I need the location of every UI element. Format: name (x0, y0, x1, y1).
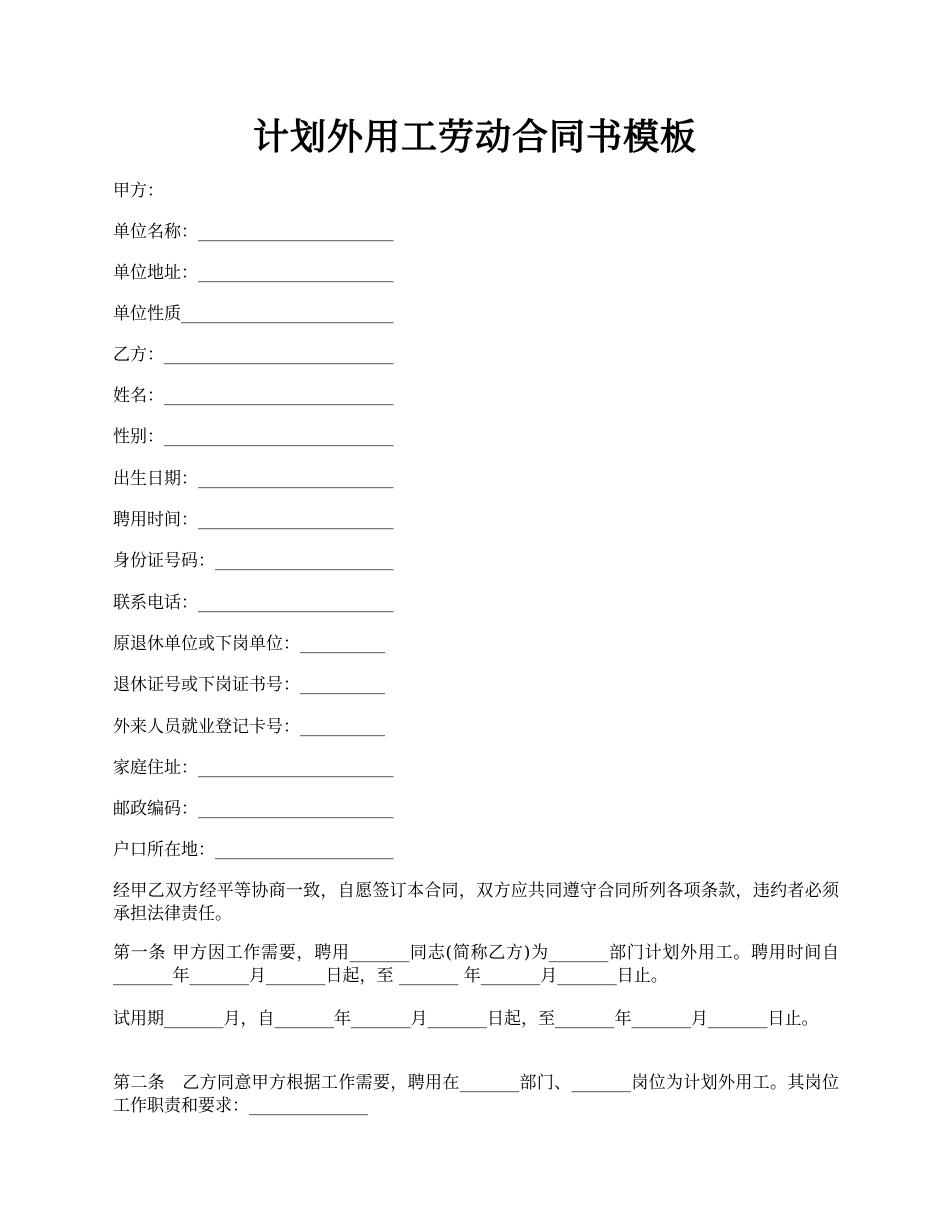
field-id-number: 身份证号码：_____________________ (113, 551, 394, 571)
field-birth-date: 出生日期：_______________________ (113, 469, 394, 489)
paragraph-probation: 试用期_______月，自_______年_______月_______日起，至_______年_______月_______日止。 (113, 1009, 819, 1029)
field-name: 姓名：___________________________ (113, 386, 394, 406)
field-household-location: 户口所在地：_____________________ (113, 840, 394, 860)
field-postal-code: 邮政编码：_______________________ (113, 799, 394, 819)
field-unit-name: 单位名称：_______________________ (113, 222, 394, 242)
field-former-unit: 原退休单位或下岗单位：__________ (113, 634, 385, 654)
field-employment-card: 外来人员就业登记卡号：__________ (113, 717, 385, 737)
document-title: 计划外用工劳动合同书模板 (252, 116, 697, 158)
field-hire-time: 聘用时间：_______________________ (113, 510, 394, 530)
field-party-a: 甲方： (113, 181, 164, 201)
field-retire-cert: 退休证号或下岗证书号：__________ (113, 675, 385, 695)
field-unit-address: 单位地址：_______________________ (113, 263, 394, 283)
field-home-address: 家庭住址：_______________________ (113, 758, 394, 778)
paragraph-article-2: 第二条 乙方同意甲方根据工作需要，聘用在_______部门、_______岗位为计划外用工。其岗位工作职责和要求：______________ (113, 1073, 839, 1116)
field-phone: 联系电话：_______________________ (113, 593, 394, 613)
field-gender: 性别：___________________________ (113, 427, 394, 447)
field-party-b: 乙方：___________________________ (113, 345, 394, 365)
paragraph-preamble: 经甲乙双方经平等协商一致，自愿签订本合同，双方应共同遵守合同所列各项条款，违约者必须承担法律责任。 (113, 881, 839, 924)
field-unit-nature: 单位性质_________________________ (113, 304, 394, 324)
paragraph-article-1: 第一条 甲方因工作需要，聘用_______同志(简称乙方)为_______部门计划外用工。聘用时间自_______年_______月_______日起，至 _______ 年_______月_______日止。 (113, 943, 839, 986)
